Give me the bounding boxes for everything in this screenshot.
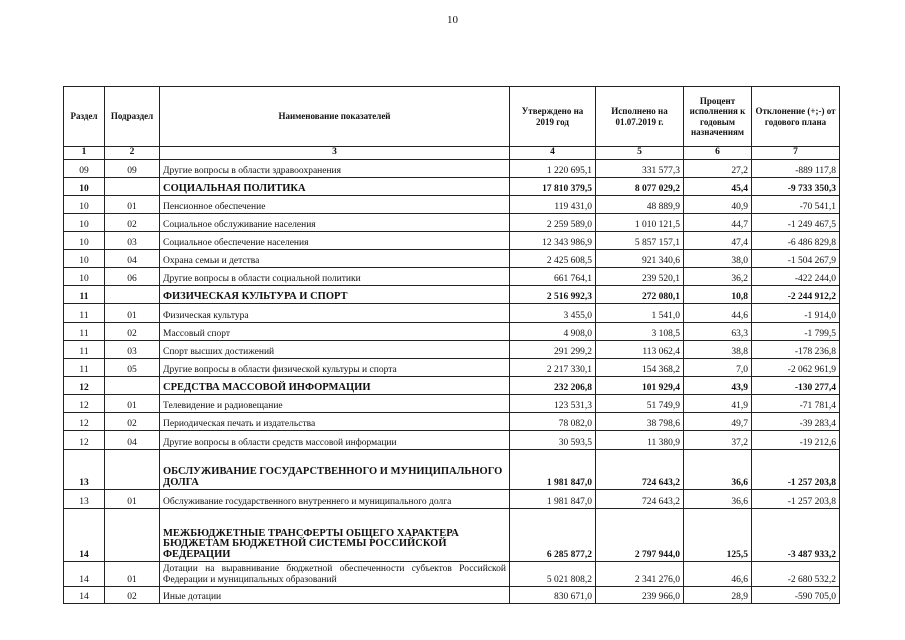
cell-deviation: -70 541,1: [752, 196, 840, 214]
cell-deviation: -1 257 203,8: [752, 490, 840, 509]
table-row: [64, 413, 840, 431]
cell-podrazdel: 02: [105, 214, 160, 232]
cell-approved: 2 516 992,3: [510, 286, 596, 304]
cell-percent: 36,2: [684, 268, 752, 286]
header-razdel: Раздел: [64, 87, 105, 147]
cell-approved: 232 206,8: [510, 377, 596, 395]
cell-approved: 17 810 379,5: [510, 178, 596, 196]
cell-percent: 7,0: [684, 359, 752, 377]
cell-deviation: -1 914,0: [752, 304, 840, 323]
cell-razdel: 11: [64, 304, 105, 323]
cell-name: Периодическая печать и издательства: [160, 413, 510, 431]
cell-razdel: 12: [64, 413, 105, 431]
cell-name: Другие вопросы в области физической культуры и спорта: [160, 359, 510, 377]
cell-podrazdel: 06: [105, 268, 160, 286]
cell-name: ОБСЛУЖИВАНИЕ ГОСУДАРСТВЕННОГО И МУНИЦИПАЛЬНОГО ДОЛГА: [160, 450, 510, 490]
cell-deviation: -590 705,0: [752, 587, 840, 604]
header-deviation: Отклонение (+;-) от годового плана: [752, 87, 840, 147]
cell-percent: 41,9: [684, 395, 752, 413]
cell-approved: 5 021 808,2: [510, 562, 596, 587]
cell-approved: 119 431,0: [510, 196, 596, 214]
index-row: [64, 147, 840, 160]
cell-percent: 47,4: [684, 232, 752, 250]
table-body: [64, 160, 840, 604]
cell-razdel: 12: [64, 377, 105, 395]
cell-approved: 2 259 589,0: [510, 214, 596, 232]
header-executed: Исполнено на 01.07.2019 г.: [596, 87, 684, 147]
cell-razdel: 11: [64, 359, 105, 377]
section-row: [64, 286, 840, 304]
cell-podrazdel: 02: [105, 587, 160, 604]
index-cell: 1: [64, 147, 105, 160]
cell-deviation: -2 244 912,2: [752, 286, 840, 304]
cell-name: Обслуживание государственного внутреннего и муниципального долга: [160, 490, 510, 509]
cell-podrazdel: 05: [105, 359, 160, 377]
cell-razdel: 10: [64, 232, 105, 250]
cell-percent: 40,9: [684, 196, 752, 214]
table-row: [64, 562, 840, 587]
cell-name: Телевидение и радиовещание: [160, 395, 510, 413]
section-row: [64, 377, 840, 395]
cell-deviation: -9 733 350,3: [752, 178, 840, 196]
cell-podrazdel: 01: [105, 395, 160, 413]
table-row: [64, 268, 840, 286]
cell-executed: 239 520,1: [596, 268, 684, 286]
cell-deviation: -6 486 829,8: [752, 232, 840, 250]
header-name: Наименование показателей: [160, 87, 510, 147]
cell-approved: 12 343 986,9: [510, 232, 596, 250]
cell-name: Пенсионное обеспечение: [160, 196, 510, 214]
header-approved: Утверждено на 2019 год: [510, 87, 596, 147]
cell-approved: 78 082,0: [510, 413, 596, 431]
cell-razdel: 10: [64, 196, 105, 214]
cell-deviation: -1 799,5: [752, 323, 840, 341]
cell-approved: 3 455,0: [510, 304, 596, 323]
cell-podrazdel: 01: [105, 304, 160, 323]
cell-deviation: -19 212,6: [752, 431, 840, 450]
cell-executed: 724 643,2: [596, 450, 684, 490]
cell-approved: 123 531,3: [510, 395, 596, 413]
cell-name: Физическая культура: [160, 304, 510, 323]
cell-deviation: -130 277,4: [752, 377, 840, 395]
cell-percent: 36,6: [684, 450, 752, 490]
cell-razdel: 11: [64, 286, 105, 304]
table-row: [64, 587, 840, 604]
cell-approved: 291 299,2: [510, 341, 596, 359]
cell-podrazdel: 09: [105, 160, 160, 178]
section-row: [64, 509, 840, 562]
cell-percent: 44,7: [684, 214, 752, 232]
cell-podrazdel: 02: [105, 323, 160, 341]
cell-executed: 113 062,4: [596, 341, 684, 359]
cell-razdel: 11: [64, 341, 105, 359]
cell-name: Другие вопросы в области социальной политики: [160, 268, 510, 286]
cell-deviation: -422 244,0: [752, 268, 840, 286]
cell-name: Другие вопросы в области здравоохранения: [160, 160, 510, 178]
cell-percent: 38,8: [684, 341, 752, 359]
section-row: [64, 178, 840, 196]
cell-name: Социальное обеспечение населения: [160, 232, 510, 250]
cell-name: ФИЗИЧЕСКАЯ КУЛЬТУРА И СПОРТ: [160, 286, 510, 304]
cell-podrazdel: 01: [105, 562, 160, 587]
cell-percent: 28,9: [684, 587, 752, 604]
cell-executed: 724 643,2: [596, 490, 684, 509]
cell-podrazdel: 01: [105, 490, 160, 509]
cell-podrazdel: [105, 178, 160, 196]
index-cell: 4: [510, 147, 596, 160]
cell-executed: 101 929,4: [596, 377, 684, 395]
cell-name: Спорт высших достижений: [160, 341, 510, 359]
cell-podrazdel: [105, 509, 160, 562]
header-podrazdel: Подраздел: [105, 87, 160, 147]
cell-approved: 661 764,1: [510, 268, 596, 286]
cell-executed: 5 857 157,1: [596, 232, 684, 250]
cell-name: СОЦИАЛЬНАЯ ПОЛИТИКА: [160, 178, 510, 196]
cell-executed: 1 541,0: [596, 304, 684, 323]
cell-deviation: -889 117,8: [752, 160, 840, 178]
cell-executed: 8 077 029,2: [596, 178, 684, 196]
cell-razdel: 13: [64, 450, 105, 490]
cell-percent: 36,6: [684, 490, 752, 509]
table-row: [64, 341, 840, 359]
cell-executed: 48 889,9: [596, 196, 684, 214]
header-percent: Процент исполнения к годовым назначениям: [684, 87, 752, 147]
cell-deviation: -1 504 267,9: [752, 250, 840, 268]
cell-deviation: -178 236,8: [752, 341, 840, 359]
cell-executed: 2 797 944,0: [596, 509, 684, 562]
table-row: [64, 431, 840, 450]
cell-podrazdel: 04: [105, 250, 160, 268]
table-row: [64, 250, 840, 268]
cell-approved: 1 981 847,0: [510, 490, 596, 509]
cell-podrazdel: [105, 377, 160, 395]
cell-executed: 154 368,2: [596, 359, 684, 377]
index-cell: 7: [752, 147, 840, 160]
cell-podrazdel: 04: [105, 431, 160, 450]
cell-razdel: 10: [64, 268, 105, 286]
cell-executed: 239 966,0: [596, 587, 684, 604]
table-row: [64, 323, 840, 341]
cell-razdel: 14: [64, 562, 105, 587]
cell-percent: 125,5: [684, 509, 752, 562]
cell-percent: 38,0: [684, 250, 752, 268]
cell-percent: 49,7: [684, 413, 752, 431]
cell-percent: 44,6: [684, 304, 752, 323]
cell-executed: 51 749,9: [596, 395, 684, 413]
index-cell: 2: [105, 147, 160, 160]
cell-name: МЕЖБЮДЖЕТНЫЕ ТРАНСФЕРТЫ ОБЩЕГО ХАРАКТЕРА БЮДЖЕТАМ БЮДЖЕТНОЙ СИСТЕМЫ РОССИЙСКОЙ ФЕДЕРАЦИИ: [160, 509, 510, 562]
cell-name: Иные дотации: [160, 587, 510, 604]
cell-percent: 45,4: [684, 178, 752, 196]
section-row: [64, 450, 840, 490]
budget-table: [63, 86, 840, 604]
cell-approved: 1 220 695,1: [510, 160, 596, 178]
cell-name: СРЕДСТВА МАССОВОЙ ИНФОРМАЦИИ: [160, 377, 510, 395]
cell-percent: 63,3: [684, 323, 752, 341]
index-cell: 5: [596, 147, 684, 160]
cell-name: Социальное обслуживание населения: [160, 214, 510, 232]
cell-podrazdel: [105, 450, 160, 490]
cell-razdel: 12: [64, 395, 105, 413]
cell-podrazdel: 03: [105, 232, 160, 250]
cell-percent: 27,2: [684, 160, 752, 178]
cell-approved: 1 981 847,0: [510, 450, 596, 490]
cell-razdel: 12: [64, 431, 105, 450]
table-row: [64, 214, 840, 232]
cell-razdel: 13: [64, 490, 105, 509]
cell-executed: 1 010 121,5: [596, 214, 684, 232]
cell-podrazdel: 03: [105, 341, 160, 359]
table-row: [64, 395, 840, 413]
cell-percent: 37,2: [684, 431, 752, 450]
table-row: [64, 160, 840, 178]
cell-name: Охрана семьи и детства: [160, 250, 510, 268]
cell-podrazdel: 01: [105, 196, 160, 214]
cell-executed: 3 108,5: [596, 323, 684, 341]
cell-approved: 6 285 877,2: [510, 509, 596, 562]
cell-deviation: -39 283,4: [752, 413, 840, 431]
cell-podrazdel: 02: [105, 413, 160, 431]
cell-executed: 921 340,6: [596, 250, 684, 268]
index-cell: 6: [684, 147, 752, 160]
cell-razdel: 14: [64, 587, 105, 604]
cell-razdel: 10: [64, 214, 105, 232]
cell-deviation: -2 680 532,2: [752, 562, 840, 587]
page-number: 10: [447, 14, 458, 26]
cell-razdel: 10: [64, 250, 105, 268]
cell-name: Другие вопросы в области средств массовой информации: [160, 431, 510, 450]
cell-executed: 2 341 276,0: [596, 562, 684, 587]
cell-approved: 2 425 608,5: [510, 250, 596, 268]
table-row: [64, 304, 840, 323]
cell-percent: 46,6: [684, 562, 752, 587]
cell-approved: 2 217 330,1: [510, 359, 596, 377]
cell-approved: 4 908,0: [510, 323, 596, 341]
cell-approved: 30 593,5: [510, 431, 596, 450]
cell-executed: 38 798,6: [596, 413, 684, 431]
cell-approved: 830 671,0: [510, 587, 596, 604]
cell-deviation: -2 062 961,9: [752, 359, 840, 377]
cell-deviation: -3 487 933,2: [752, 509, 840, 562]
cell-deviation: -1 257 203,8: [752, 450, 840, 490]
cell-percent: 43,9: [684, 377, 752, 395]
cell-executed: 11 380,9: [596, 431, 684, 450]
cell-razdel: 10: [64, 178, 105, 196]
cell-deviation: -1 249 467,5: [752, 214, 840, 232]
cell-executed: 272 080,1: [596, 286, 684, 304]
table-row: [64, 490, 840, 509]
cell-name: Дотации на выравнивание бюджетной обеспеченности субъектов Российской Федерации и муниципальных образований: [160, 562, 510, 587]
cell-razdel: 14: [64, 509, 105, 562]
cell-razdel: 11: [64, 323, 105, 341]
table-row: [64, 359, 840, 377]
header-row: [64, 87, 840, 147]
cell-podrazdel: [105, 286, 160, 304]
table-row: [64, 232, 840, 250]
cell-deviation: -71 781,4: [752, 395, 840, 413]
index-cell: 3: [160, 147, 510, 160]
cell-executed: 331 577,3: [596, 160, 684, 178]
table-row: [64, 196, 840, 214]
cell-name: Массовый спорт: [160, 323, 510, 341]
cell-razdel: 09: [64, 160, 105, 178]
cell-percent: 10,8: [684, 286, 752, 304]
